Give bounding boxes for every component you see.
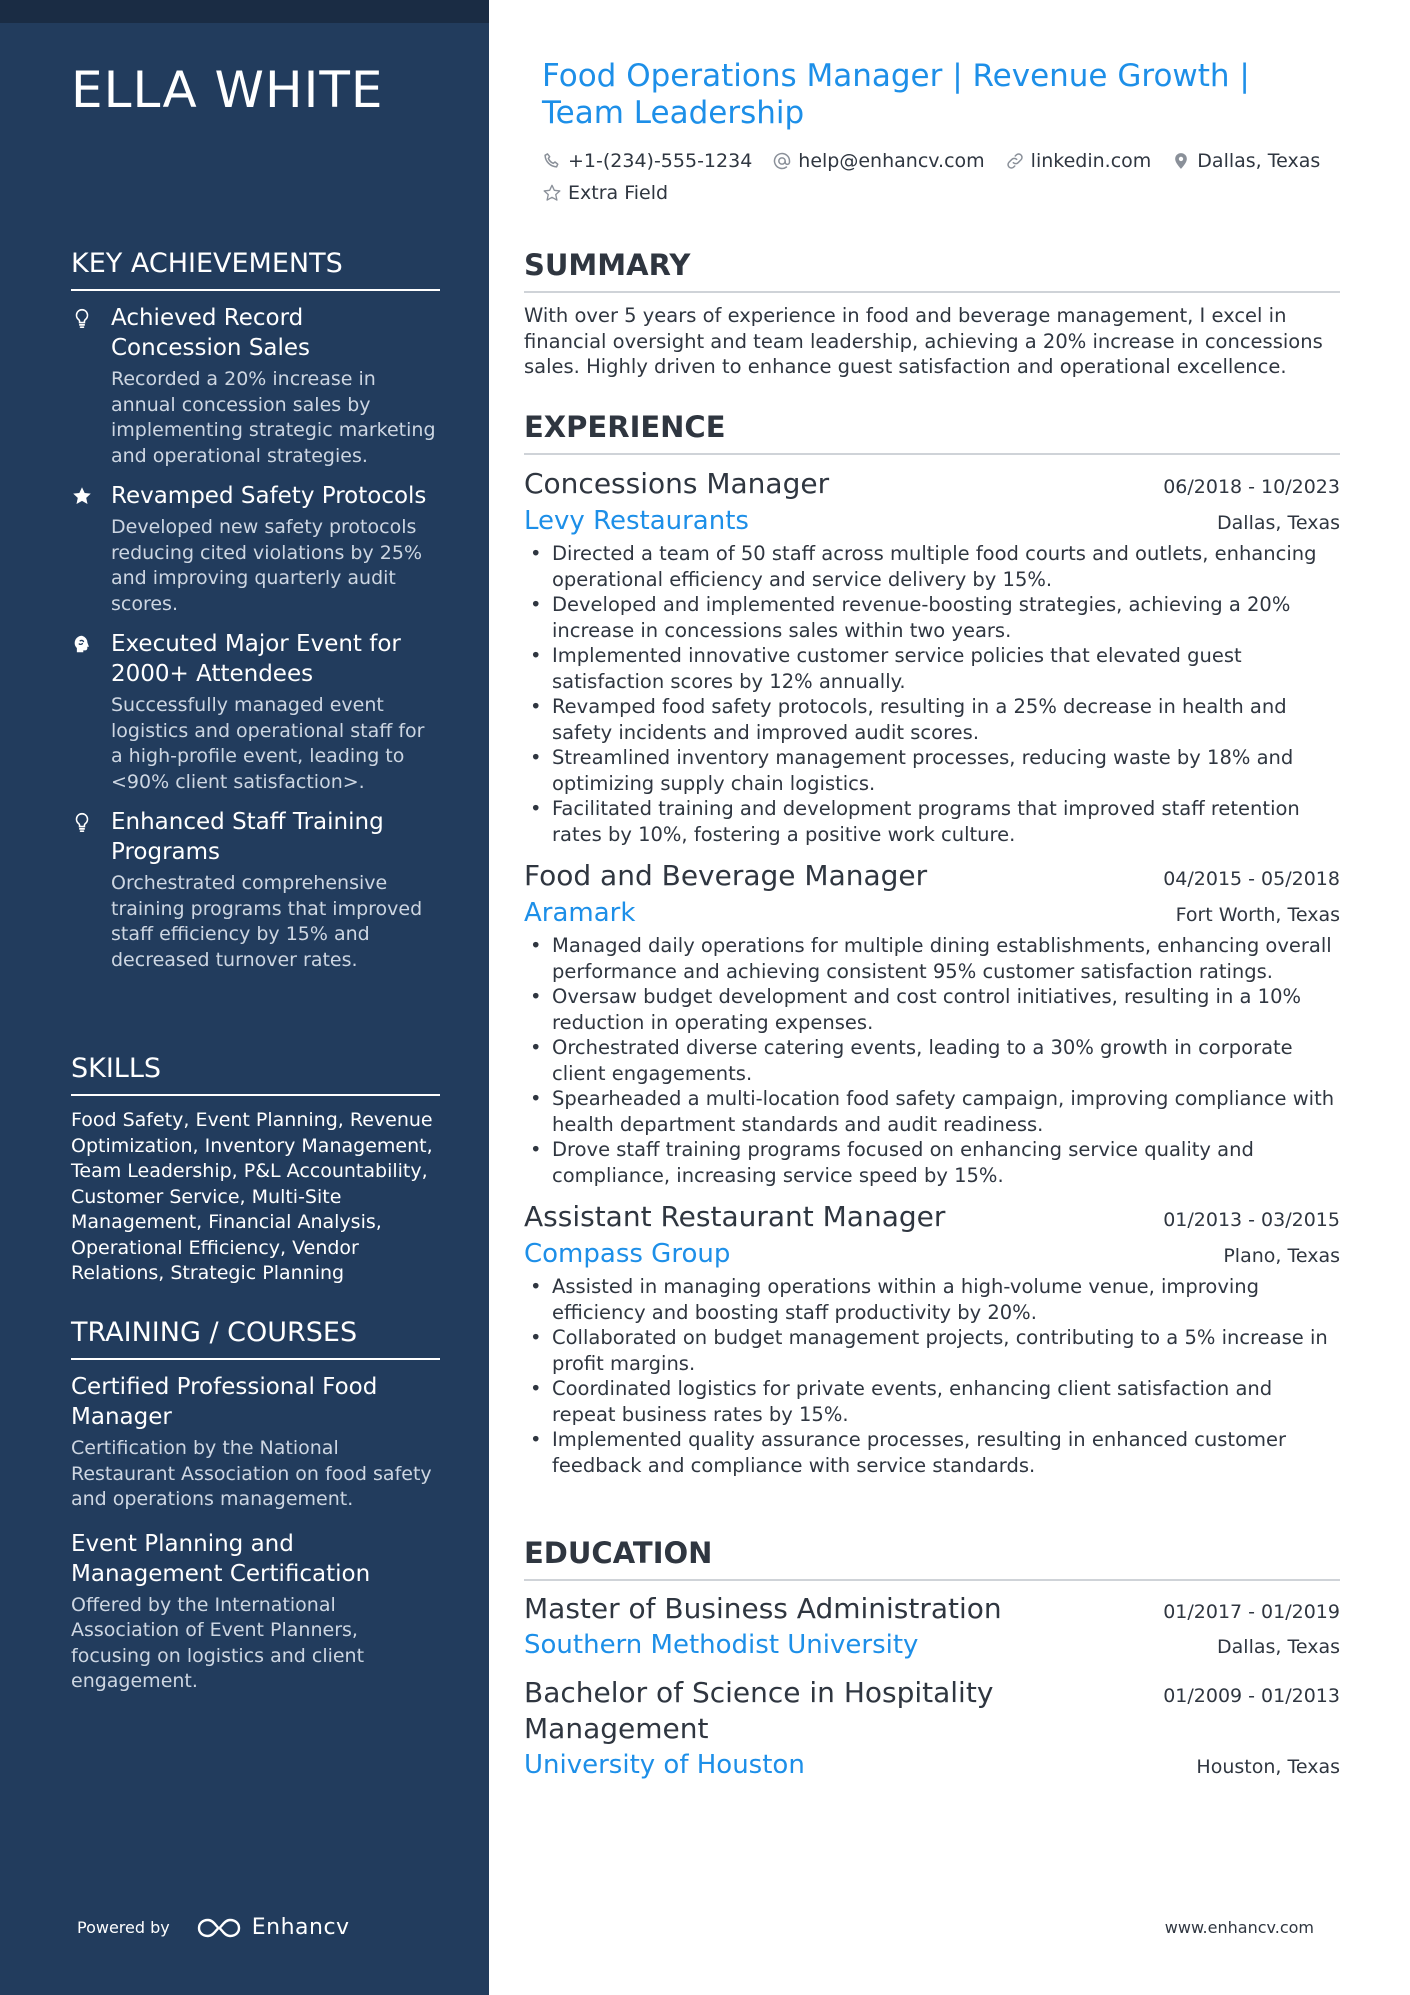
education-dates: 01/2009 - 01/2013 xyxy=(1163,1685,1340,1707)
summary-section xyxy=(524,247,1340,380)
education-entry xyxy=(524,1591,1340,1663)
job-location: Plano, Texas xyxy=(1223,1245,1340,1267)
key-achievements-heading: KEY ACHIEVEMENTS xyxy=(71,247,440,291)
achievement-item xyxy=(71,629,440,795)
sidebar xyxy=(0,0,489,1995)
key-achievements-section xyxy=(71,247,440,973)
skills-list: Food Safety, Event Planning, Revenue Optimization, Inventory Management, Team Leadership, P&L Accountability, Customer Service, Multi-Site Management, Financial Analysis, Operational Efficiency, Vendor Relations, Strategic Planning xyxy=(71,1109,433,1284)
contact-email[interactable] xyxy=(772,148,984,174)
job-bullet: • Spearheaded a multi-location food safety campaign, improving compliance with health department standards and audit readiness. xyxy=(524,1086,1340,1137)
degree-title: Bachelor of Science in Hospitality Management xyxy=(524,1676,994,1745)
achievement-item xyxy=(71,303,440,469)
job-bullet: • Orchestrated diverse catering events, leading to a 30% growth in corporate client engagements. xyxy=(524,1035,1340,1086)
powered-by xyxy=(77,1915,350,1940)
job-location: Fort Worth, Texas xyxy=(1175,904,1340,926)
job-bullet: • Coordinated logistics for private events, enhancing client satisfaction and repeat business rates by 15%. xyxy=(524,1376,1340,1427)
training-section xyxy=(71,1316,440,1695)
job-bullet: • Implemented quality assurance processes, resulting in enhanced customer feedback and compliance with service standards. xyxy=(524,1427,1340,1478)
job-bullet: • Developed and implemented revenue-boosting strategies, achieving a 20% increase in concessions sales within two years. xyxy=(524,592,1340,643)
course-description: Offered by the International Association of Event Planners, focusing on logistics and client engagement. xyxy=(71,1593,365,1692)
job-entry xyxy=(524,857,1340,1188)
job-bullet: • Managed daily operations for multiple dining establishments, enhancing overall performance and achieving consistent 95% customer satisfaction ratings. xyxy=(524,933,1340,984)
job-bullets xyxy=(524,541,1340,847)
job-entry xyxy=(524,465,1340,847)
enhancv-logo-text: Enhancv xyxy=(251,1915,350,1940)
powered-by-label: Powered by xyxy=(77,1918,170,1937)
education-location: Houston, Texas xyxy=(1196,1756,1340,1778)
achievement-description: Recorded a 20% increase in annual concession sales by implementing strategic marketing and operational strategies. xyxy=(111,368,436,467)
education-entry xyxy=(524,1675,1340,1783)
education-dates: 01/2017 - 01/2019 xyxy=(1163,1601,1340,1623)
job-bullet: • Facilitated training and development programs that improved staff retention rates by 10%, fostering a positive work culture. xyxy=(524,796,1340,847)
headline: Food Operations Manager | Revenue Growth | Team Leadership xyxy=(542,58,1250,131)
school-name: University of Houston xyxy=(524,1750,805,1780)
achievement-title: Revamped Safety Protocols xyxy=(111,483,427,509)
enhancv-logo[interactable] xyxy=(196,1915,350,1940)
job-bullets xyxy=(524,933,1340,1188)
course-item xyxy=(71,1372,440,1513)
company-name: Levy Restaurants xyxy=(524,506,749,536)
job-dates: 01/2013 - 03/2015 xyxy=(1163,1209,1340,1231)
contact-linkedin[interactable] xyxy=(1005,148,1152,174)
job-bullet: • Streamlined inventory management processes, reducing waste by 18% and optimizing supply chain logistics. xyxy=(524,745,1340,796)
achievement-description: Orchestrated comprehensive training programs that improved staff efficiency by 15% and decreased turnover rates. xyxy=(111,872,423,971)
company-name: Compass Group xyxy=(524,1239,731,1269)
skills-section xyxy=(71,1052,440,1287)
contact-email-text: help@enhancv.com xyxy=(798,150,985,172)
at-sign-icon xyxy=(772,151,792,171)
job-title: Concessions Manager xyxy=(524,467,830,500)
achievement-item xyxy=(71,481,440,617)
job-bullet: • Collaborated on budget management projects, contributing to a 5% increase in profit margins. xyxy=(524,1325,1340,1376)
education-section xyxy=(524,1535,1340,1783)
contact-phone[interactable] xyxy=(542,148,752,174)
contact-extra-text: Extra Field xyxy=(568,182,669,204)
main-content xyxy=(489,0,1410,1995)
job-bullet: • Implemented innovative customer service policies that elevated guest satisfaction scores by 12% annually. xyxy=(524,643,1340,694)
skills-heading: SKILLS xyxy=(71,1052,440,1096)
footer-website-link[interactable]: www.enhancv.com xyxy=(1164,1918,1314,1937)
experience-heading: EXPERIENCE xyxy=(524,409,1340,455)
star-outline-icon xyxy=(542,183,562,203)
contact-location xyxy=(1171,148,1320,174)
job-bullet: • Revamped food safety protocols, resulting in a 25% decrease in health and safety incidents and improved audit scores. xyxy=(524,694,1340,745)
contact-phone-text: +1-(234)-555-1234 xyxy=(568,150,753,172)
education-location: Dallas, Texas xyxy=(1217,1636,1340,1658)
job-bullet: • Assisted in managing operations within a high-volume venue, improving efficiency and boosting staff productivity by 20%. xyxy=(524,1274,1340,1325)
location-pin-icon xyxy=(1171,151,1191,171)
school-name: Southern Methodist University xyxy=(524,1630,919,1660)
company-name: Aramark xyxy=(524,898,636,928)
brain-icon xyxy=(71,633,93,655)
job-dates: 04/2015 - 05/2018 xyxy=(1163,868,1340,890)
contact-extra xyxy=(542,180,668,206)
lightbulb-icon xyxy=(71,307,93,329)
enhancv-logo-icon xyxy=(196,1916,242,1940)
job-bullet: • Drove staff training programs focused on enhancing service quality and compliance, increasing service speed by 15%. xyxy=(524,1137,1340,1188)
achievement-item xyxy=(71,807,440,973)
job-bullets xyxy=(524,1274,1340,1478)
summary-heading: SUMMARY xyxy=(524,247,1340,293)
degree-title: Master of Business Administration xyxy=(524,1592,1002,1625)
candidate-name: ELLA WHITE xyxy=(71,61,384,119)
course-title: Certified Professional Food Manager xyxy=(71,1374,378,1430)
achievement-title: Enhanced Staff Training Programs xyxy=(111,809,384,865)
job-bullet: • Oversaw budget development and cost control initiatives, resulting in a 10% reduction in operating expenses. xyxy=(524,984,1340,1035)
job-entry xyxy=(524,1198,1340,1478)
course-description: Certification by the National Restaurant Association on food safety and operations management. xyxy=(71,1437,432,1510)
job-bullet: • Directed a team of 50 staff across multiple food courts and outlets, enhancing operational efficiency and service delivery by 15%. xyxy=(524,541,1340,592)
course-item xyxy=(71,1529,440,1695)
job-dates: 06/2018 - 10/2023 xyxy=(1163,476,1340,498)
summary-text: With over 5 years of experience in food and beverage management, I excel in financial oversight and team leadership, achieving a 20% increase in concessions sales. Highly driven to enhance guest satisfaction and operational excellence. xyxy=(524,304,1323,378)
job-location: Dallas, Texas xyxy=(1217,512,1340,534)
achievement-description: Developed new safety protocols reducing cited violations by 25% and improving quarterly audit scores. xyxy=(111,516,422,615)
achievement-description: Successfully managed event logistics and operational staff for a high-profile event, leading to <90% client satisfaction>. xyxy=(111,694,425,793)
training-heading: TRAINING / COURSES xyxy=(71,1316,440,1360)
sidebar-top-bar xyxy=(0,0,489,23)
job-title: Food and Beverage Manager xyxy=(524,859,928,892)
job-title: Assistant Restaurant Manager xyxy=(524,1200,946,1233)
contact-linkedin-text: linkedin.com xyxy=(1030,150,1152,172)
link-icon xyxy=(1005,151,1025,171)
achievement-title: Executed Major Event for 2000+ Attendees xyxy=(111,631,401,687)
lightbulb-icon xyxy=(71,811,93,833)
course-title: Event Planning and Management Certification xyxy=(71,1530,371,1587)
experience-section xyxy=(524,409,1340,1478)
contact-location-text: Dallas, Texas xyxy=(1197,150,1321,172)
contact-info xyxy=(542,148,1342,206)
education-heading: EDUCATION xyxy=(524,1535,1340,1581)
star-icon xyxy=(71,485,93,507)
phone-icon xyxy=(542,151,562,171)
achievement-title: Achieved Record Concession Sales xyxy=(111,305,311,361)
